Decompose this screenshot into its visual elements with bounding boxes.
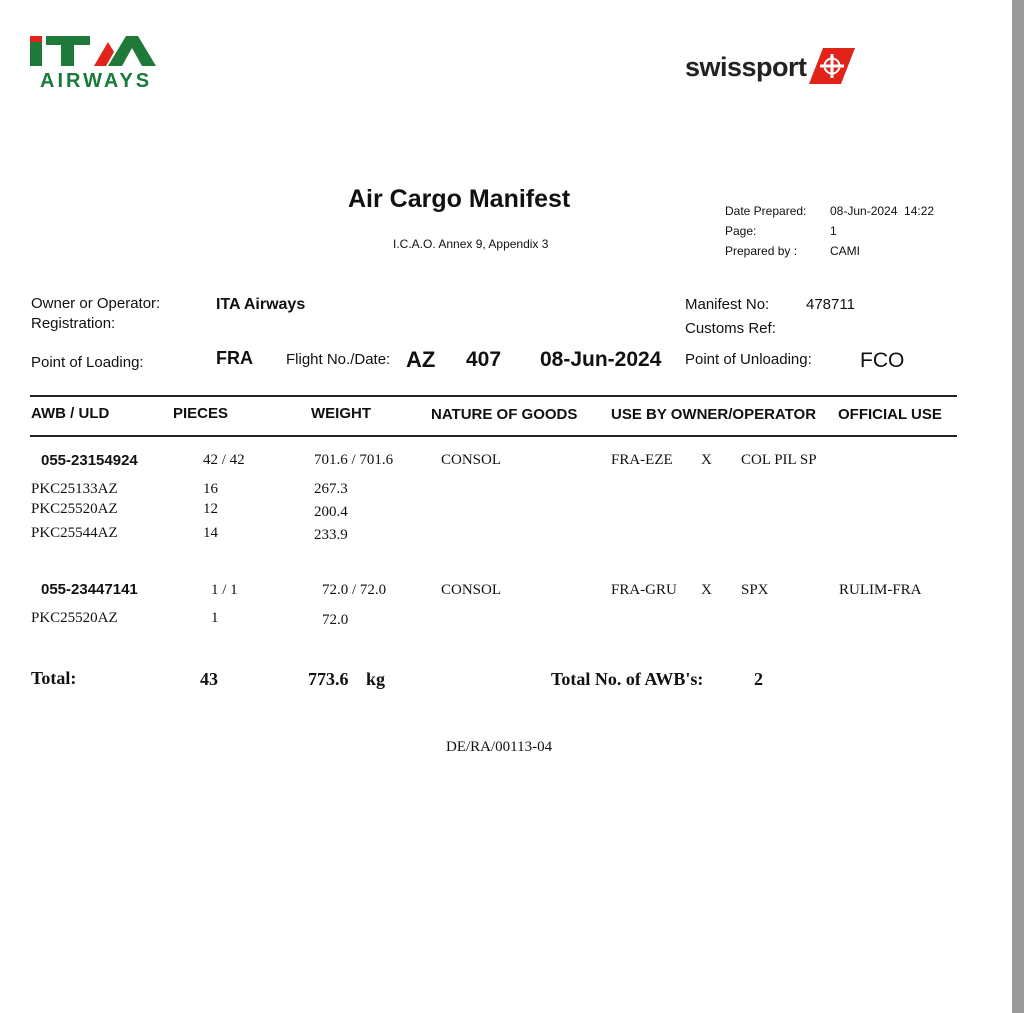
col-use-by-owner: USE BY OWNER/OPERATOR xyxy=(611,406,817,423)
swissport-flag-icon xyxy=(809,48,855,84)
page-subtitle: I.C.A.O. Annex 9, Appendix 3 xyxy=(393,237,549,251)
flight-number: 407 xyxy=(466,348,502,371)
uld-id: PKC25520AZ xyxy=(31,610,118,626)
loading-value: FRA xyxy=(216,348,253,368)
manifest-number-label: Manifest No: xyxy=(685,296,770,313)
awb-goods: CONSOL xyxy=(441,582,502,598)
loading-label: Point of Loading: xyxy=(31,354,144,371)
prepared-by-value: CAMI xyxy=(830,244,860,258)
total-pieces: 43 xyxy=(200,669,218,689)
total-label: Total: xyxy=(31,668,77,688)
awb-weight: 72.0 / 72.0 xyxy=(322,582,387,598)
prepared-by-label: Prepared by : xyxy=(725,244,798,258)
ita-airways-wordmark: AIRWAYS xyxy=(40,70,153,92)
awb-flag: X xyxy=(701,452,712,468)
unloading-label: Point of Unloading: xyxy=(685,351,812,368)
page-number: 1 xyxy=(830,224,837,238)
awb-flag: X xyxy=(701,582,712,598)
uld-weight: 72.0 xyxy=(322,612,349,628)
swissport-wordmark: swissport xyxy=(685,52,807,82)
swissport-logo xyxy=(685,48,860,88)
awb-route: FRA-EZE xyxy=(611,452,673,468)
awb-official-use: RULIM-FRA xyxy=(839,582,922,598)
awb-number: 055-23447141 xyxy=(41,581,138,598)
col-official-use: OFFICIAL USE xyxy=(838,406,942,423)
awb-pieces: 1 / 1 xyxy=(211,582,238,598)
col-awb-uld: AWB / ULD xyxy=(31,405,110,422)
col-nature-of-goods: NATURE OF GOODS xyxy=(431,406,578,423)
uld-pieces: 14 xyxy=(203,525,218,541)
ita-logo-mark-icon xyxy=(30,34,164,68)
date-prepared-value: 08-Jun-2024 14:22 xyxy=(830,204,935,218)
page-title: Air Cargo Manifest xyxy=(348,185,571,213)
uld-weight: 233.9 xyxy=(314,527,348,543)
flight-date: 08-Jun-2024 xyxy=(540,348,662,371)
document-reference: DE/RA/00113-04 xyxy=(446,739,553,755)
unloading-value: FCO xyxy=(860,349,905,372)
ita-airways-logo xyxy=(30,34,170,94)
uld-weight: 200.4 xyxy=(314,504,348,520)
awb-route: FRA-GRU xyxy=(611,582,677,598)
uld-pieces: 16 xyxy=(203,481,218,497)
col-weight: WEIGHT xyxy=(311,405,371,422)
awb-pieces: 42 / 42 xyxy=(203,452,245,468)
awb-codes: SPX xyxy=(741,582,769,598)
scrollbar[interactable] xyxy=(1012,0,1024,1013)
flight-carrier: AZ xyxy=(406,347,436,372)
uld-pieces: 12 xyxy=(203,501,218,517)
flight-label: Flight No./Date: xyxy=(286,351,391,368)
uld-id: PKC25520AZ xyxy=(31,501,118,517)
divider-header xyxy=(30,435,957,437)
uld-id: PKC25544AZ xyxy=(31,525,118,541)
awb-weight: 701.6 / 701.6 xyxy=(314,452,394,468)
uld-weight: 267.3 xyxy=(314,481,348,497)
total-awb-count-label: Total No. of AWB's: xyxy=(551,669,704,689)
awb-codes: COL PIL SP xyxy=(741,452,817,468)
awb-goods: CONSOL xyxy=(441,452,502,468)
uld-id: PKC25133AZ xyxy=(31,481,118,497)
awb-number: 055-23154924 xyxy=(41,452,138,469)
total-weight-unit: kg xyxy=(366,669,386,689)
col-pieces: PIECES xyxy=(173,405,229,422)
customs-ref-label: Customs Ref: xyxy=(685,320,776,337)
uld-pieces: 1 xyxy=(211,610,219,626)
page-label: Page: xyxy=(725,224,757,238)
manifest-number-value: 478711 xyxy=(806,296,855,313)
total-awb-count: 2 xyxy=(754,669,763,689)
owner-value: ITA Airways xyxy=(216,296,306,313)
total-weight: 773.6 xyxy=(308,669,349,689)
divider-top xyxy=(30,395,957,397)
owner-label: Owner or Operator: xyxy=(31,295,161,312)
registration-label: Registration: xyxy=(31,315,116,332)
date-prepared-label: Date Prepared: xyxy=(725,204,807,218)
